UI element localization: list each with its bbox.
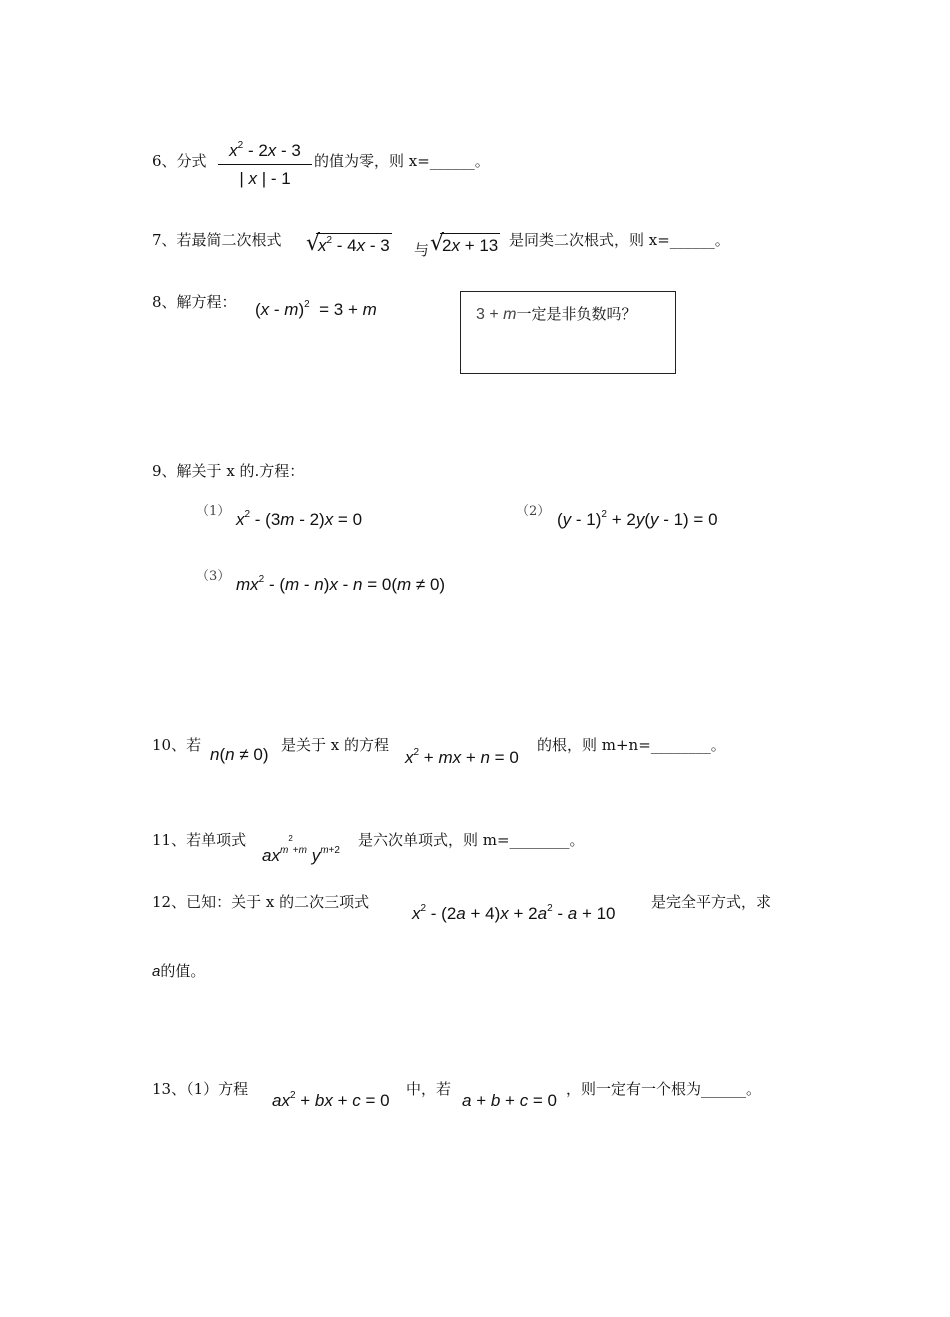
q11-number: 11、 xyxy=(152,831,187,849)
q8-equation: (x - m)$^2$ = 3 + m xyxy=(255,299,377,319)
q13-prefix: （1）方程 xyxy=(186,1080,249,1098)
q7-radical-1: √ $x^2 - 4x - 3$ xyxy=(306,231,390,256)
q9-number: 9、 xyxy=(152,462,177,480)
q13-suffix: ，则一定有一个根为______。 xyxy=(566,1080,762,1098)
q10-expr-n: n(n ≠ 0) xyxy=(210,745,269,764)
q13-condition: a + b + c = 0 xyxy=(462,1091,558,1110)
q9-part-3-equation: $mx^2 - (m - n)x - n = 0(m \ne 0)$ xyxy=(236,574,446,594)
q11-suffix: 是六次单项式，则 m=________。 xyxy=(358,831,585,849)
q9-part-2-equation: (y - 1)$^2$ + 2y(y - 1) = 0 xyxy=(557,509,718,529)
q13-equation: $ax^2$ + bx + c = 0 xyxy=(272,1090,390,1110)
q9-label xyxy=(152,460,304,481)
q11-monomial: $ax^{m^2+m}$ $y^{m+2}$ xyxy=(262,834,340,865)
q9-part-2-label: （2） xyxy=(516,504,551,519)
q13-label xyxy=(152,1078,248,1099)
q10-suffix: 的根，则 m+n=________。 xyxy=(537,736,726,754)
q7-number: 7、 xyxy=(152,231,177,249)
q6-suffix: 的值为零，则 x=______。 xyxy=(314,152,490,170)
q6-fraction: $x^2 - 2x - 3$ | x | - 1 xyxy=(218,141,312,189)
q7-mid: 与 xyxy=(414,241,430,259)
q11-prefix: 若单项式 xyxy=(186,831,247,849)
q10-equation: $x^2$ + mx + n = 0 xyxy=(405,747,519,767)
q10-prefix: 若 xyxy=(186,736,202,754)
q6-prefix: 分式 xyxy=(176,152,207,170)
q13-mid: 中，若 xyxy=(406,1080,452,1098)
q12-line2-text: 的值。 xyxy=(160,962,206,980)
q8-note-text: 一定是非负数吗？ xyxy=(516,305,637,323)
q7-suffix: 是同类二次根式，则 x=______。 xyxy=(509,231,730,249)
q11-label xyxy=(152,829,246,850)
q12-trinomial: $x^2 - (2a + 4)x + 2a^2 - a + 10$ xyxy=(412,903,616,923)
q7-radical-2: √ 2x + 13 xyxy=(430,231,499,256)
q7-label xyxy=(152,229,282,250)
q7-prefix: 若最简二次根式 xyxy=(176,231,282,249)
q9-part-3-label: （3） xyxy=(196,569,231,584)
q10-number: 10、 xyxy=(152,736,187,754)
q6-label xyxy=(152,150,207,171)
q8-prefix: 解方程： xyxy=(176,293,237,311)
q9-part-1-equation: $x^2 - (3m - 2)x = 0$ xyxy=(236,509,363,529)
q12-label xyxy=(152,891,369,912)
q13-number: 13、 xyxy=(152,1080,187,1098)
q8-label xyxy=(152,291,237,312)
q12-number: 12、 xyxy=(152,893,187,911)
q9-prefix: 解关于 x 的.方程： xyxy=(176,462,305,480)
q6-number: 6、 xyxy=(152,152,177,170)
q12-var-a: a xyxy=(152,963,161,980)
q8-note xyxy=(476,303,636,324)
q12-suffix: 是完全平方式，求 xyxy=(651,893,772,911)
q12-prefix: 已知：关于 x 的二次三项式 xyxy=(186,893,370,911)
q9-part-1-label: （1） xyxy=(196,504,231,519)
q12-line2 xyxy=(152,960,205,981)
q10-label xyxy=(152,734,201,755)
q8-note-expr: 3 + m xyxy=(476,306,517,323)
q8-number: 8、 xyxy=(152,293,177,311)
q10-mid: 是关于 x 的方程 xyxy=(281,736,389,754)
